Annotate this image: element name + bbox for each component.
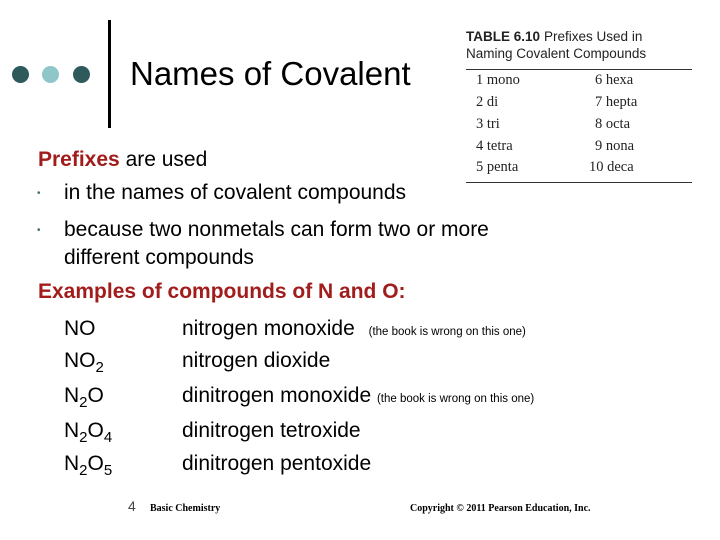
table-cell: 6 hexa — [595, 72, 634, 88]
table-cell: 10 deca — [589, 159, 634, 175]
table-cell: 7 hepta — [595, 94, 638, 110]
formula: $NO_2$ — [64, 349, 104, 376]
page-number: 4 — [128, 498, 136, 514]
decorative-dot — [73, 66, 90, 83]
bullet-icon: • — [37, 188, 41, 199]
table-rule — [466, 69, 692, 70]
formula: $N_2O$ — [64, 384, 104, 411]
examples-heading: Examples of compounds of N and O: — [38, 280, 406, 303]
table-caption-line2: Naming Covalent Compounds — [466, 46, 647, 61]
formula: NO — [64, 317, 96, 340]
prefixes-rest: are used — [119, 148, 208, 171]
table-number: TABLE 6.10 — [466, 29, 541, 44]
formula: $N_2O_4$ — [64, 419, 113, 446]
compound-name: nitrogen monoxide (the book is wrong on this one) — [182, 317, 526, 340]
compound-name: dinitrogen tetroxide — [182, 419, 361, 442]
prefixes-heading: Prefixes — [38, 148, 120, 171]
slide-title: Names of Covalent — [130, 55, 411, 92]
compound-name: dinitrogen pentoxide — [182, 452, 372, 475]
decorative-dot — [12, 66, 29, 83]
table-cell: 2 di — [476, 94, 499, 110]
title-divider — [108, 20, 111, 128]
table-cell: 8 octa — [595, 116, 631, 132]
compound-name: nitrogen dioxide — [182, 349, 331, 372]
note: (the book is wrong on this one) — [368, 326, 526, 338]
table-cell: 4 tetra — [476, 138, 513, 154]
bullet-icon: • — [37, 225, 41, 236]
decorative-dot — [42, 66, 59, 83]
table-cell: 9 nona — [595, 138, 635, 154]
bullet-item: because two nonmetals can form two or more — [64, 218, 489, 241]
table-cell: 3 tri — [476, 116, 500, 132]
bullet-item-continuation: different compounds — [64, 246, 254, 269]
formula: $N_2O_5$ — [64, 452, 113, 479]
table-rule — [466, 182, 692, 183]
note: (the book is wrong on this one) — [376, 393, 535, 405]
bullet-item: in the names of covalent compounds — [64, 181, 407, 204]
footer-course: Basic Chemistry — [150, 503, 221, 514]
table-caption — [466, 28, 646, 62]
compound-name: dinitrogen monoxide (the book is wrong on this one) — [182, 384, 535, 407]
table-cell: 5 penta — [476, 159, 519, 175]
table-cell: 1 mono — [476, 72, 520, 88]
prefix-table — [460, 22, 693, 190]
table-caption-line1: Prefixes Used in — [544, 29, 643, 44]
prefixes-line — [38, 148, 207, 172]
footer-copyright: Copyright © 2011 Pearson Education, Inc. — [410, 503, 591, 514]
